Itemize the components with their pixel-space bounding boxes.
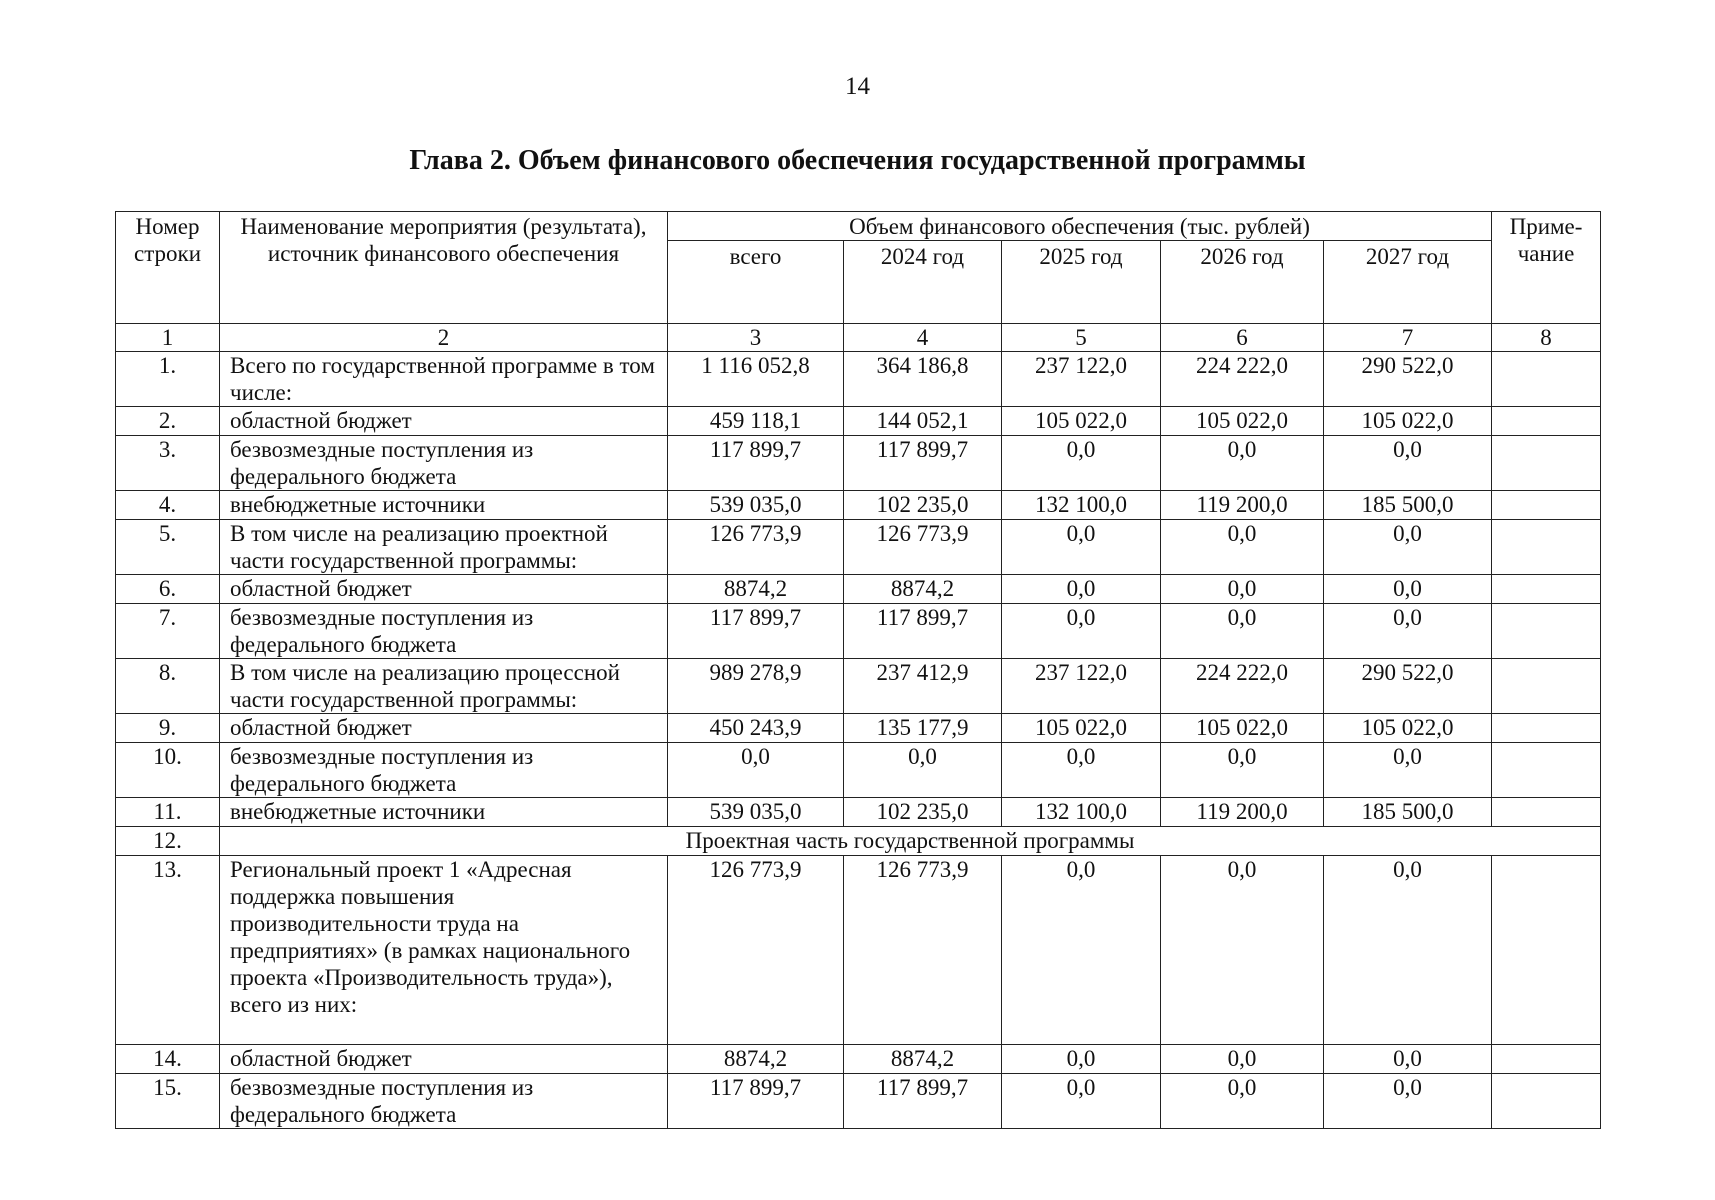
row-number: 15.	[116, 1074, 220, 1129]
row-name: безвозмездные поступления из федерального бюджета	[220, 604, 668, 659]
value-note	[1492, 352, 1601, 407]
value-2025: 0,0	[1002, 856, 1161, 1045]
value-2024: 364 186,8	[844, 352, 1002, 407]
row-number: 8.	[116, 659, 220, 714]
value-2025: 0,0	[1002, 1074, 1161, 1129]
column-numbers-row	[116, 324, 1601, 352]
value-2024: 135 177,9	[844, 714, 1002, 743]
value-2027: 0,0	[1324, 1045, 1492, 1074]
column-number: 3	[668, 324, 844, 352]
value-2025: 105 022,0	[1002, 714, 1161, 743]
row-name: Региональный проект 1 «Адресная поддержка повышения производительности труда на предприятиях» (в рамках национального проекта «Производительность труда»), всего из них:	[220, 856, 668, 1045]
header-2026: 2026 год	[1161, 241, 1324, 324]
value-2025: 0,0	[1002, 520, 1161, 575]
row-name: внебюджетные источники	[220, 798, 668, 827]
value-total: 126 773,9	[668, 520, 844, 575]
row-number: 2.	[116, 407, 220, 436]
column-number: 5	[1002, 324, 1161, 352]
value-2025: 0,0	[1002, 436, 1161, 491]
value-2025: 105 022,0	[1002, 407, 1161, 436]
value-2025: 132 100,0	[1002, 491, 1161, 520]
value-2026: 0,0	[1161, 436, 1324, 491]
table-row	[116, 352, 1601, 407]
value-2024: 237 412,9	[844, 659, 1002, 714]
table-row	[116, 1074, 1601, 1129]
column-number: 7	[1324, 324, 1492, 352]
value-note	[1492, 856, 1601, 1045]
table-row	[116, 604, 1601, 659]
value-total: 126 773,9	[668, 856, 844, 1045]
row-name: областной бюджет	[220, 714, 668, 743]
table-row	[116, 1045, 1601, 1074]
table-row	[116, 491, 1601, 520]
row-name: внебюджетные источники	[220, 491, 668, 520]
table-row	[116, 856, 1601, 1045]
value-total: 539 035,0	[668, 491, 844, 520]
value-2026: 224 222,0	[1161, 352, 1324, 407]
row-name: безвозмездные поступления из федерального бюджета	[220, 743, 668, 798]
table-row-section	[116, 827, 1601, 856]
row-number: 5.	[116, 520, 220, 575]
table-row	[116, 520, 1601, 575]
value-2024: 126 773,9	[844, 856, 1002, 1045]
value-2024: 126 773,9	[844, 520, 1002, 575]
header-2025: 2025 год	[1002, 241, 1161, 324]
value-total: 450 243,9	[668, 714, 844, 743]
row-name: областной бюджет	[220, 1045, 668, 1074]
column-number: 8	[1492, 324, 1601, 352]
column-number: 4	[844, 324, 1002, 352]
value-note	[1492, 604, 1601, 659]
value-note	[1492, 743, 1601, 798]
value-2027: 0,0	[1324, 575, 1492, 604]
value-2024: 117 899,7	[844, 436, 1002, 491]
chapter-title: Глава 2. Объем финансового обеспечения государственной программы	[409, 145, 1306, 176]
value-2025: 0,0	[1002, 604, 1161, 659]
row-number: 9.	[116, 714, 220, 743]
row-number: 6.	[116, 575, 220, 604]
header-2024: 2024 год	[844, 241, 1002, 324]
value-2027: 0,0	[1324, 520, 1492, 575]
value-2025: 0,0	[1002, 1045, 1161, 1074]
value-2026: 0,0	[1161, 575, 1324, 604]
value-total: 539 035,0	[668, 798, 844, 827]
section-title: Проектная часть государственной программы	[220, 827, 1601, 856]
table-row	[116, 743, 1601, 798]
value-total: 8874,2	[668, 1045, 844, 1074]
value-note	[1492, 659, 1601, 714]
value-2027: 290 522,0	[1324, 659, 1492, 714]
row-number: 12.	[116, 827, 220, 856]
header-volume-group: Объем финансового обеспечения (тыс. рублей)	[668, 212, 1492, 241]
value-2026: 119 200,0	[1161, 491, 1324, 520]
row-number: 4.	[116, 491, 220, 520]
value-2024: 102 235,0	[844, 798, 1002, 827]
value-note	[1492, 575, 1601, 604]
header-row-number: Номер строки	[116, 212, 220, 324]
row-number: 11.	[116, 798, 220, 827]
column-number: 2	[220, 324, 668, 352]
value-2024: 8874,2	[844, 575, 1002, 604]
value-2025: 237 122,0	[1002, 352, 1161, 407]
row-name: Всего по государственной программе в том числе:	[220, 352, 668, 407]
column-number: 1	[116, 324, 220, 352]
table-row	[116, 436, 1601, 491]
value-2027: 0,0	[1324, 743, 1492, 798]
value-2025: 0,0	[1002, 575, 1161, 604]
value-2024: 102 235,0	[844, 491, 1002, 520]
row-name: безвозмездные поступления из федерального бюджета	[220, 436, 668, 491]
value-2025: 237 122,0	[1002, 659, 1161, 714]
row-name: областной бюджет	[220, 407, 668, 436]
header-2027: 2027 год	[1324, 241, 1492, 324]
value-2024: 0,0	[844, 743, 1002, 798]
table-row	[116, 407, 1601, 436]
value-2027: 0,0	[1324, 856, 1492, 1045]
value-2026: 224 222,0	[1161, 659, 1324, 714]
value-2024: 117 899,7	[844, 1074, 1002, 1129]
value-2026: 0,0	[1161, 604, 1324, 659]
value-note	[1492, 520, 1601, 575]
table-row	[116, 575, 1601, 604]
value-total: 989 278,9	[668, 659, 844, 714]
value-2026: 0,0	[1161, 856, 1324, 1045]
table-row	[116, 659, 1601, 714]
value-2027: 290 522,0	[1324, 352, 1492, 407]
value-2027: 105 022,0	[1324, 407, 1492, 436]
value-2024: 144 052,1	[844, 407, 1002, 436]
value-2027: 0,0	[1324, 436, 1492, 491]
value-2027: 0,0	[1324, 1074, 1492, 1129]
value-2027: 0,0	[1324, 604, 1492, 659]
row-number: 14.	[116, 1045, 220, 1074]
row-number: 3.	[116, 436, 220, 491]
value-2026: 0,0	[1161, 520, 1324, 575]
value-2026: 0,0	[1161, 743, 1324, 798]
value-2024: 8874,2	[844, 1045, 1002, 1074]
table-row	[116, 714, 1601, 743]
page-number: 14	[845, 73, 870, 100]
value-note	[1492, 491, 1601, 520]
row-name: областной бюджет	[220, 575, 668, 604]
value-2027: 185 500,0	[1324, 491, 1492, 520]
value-total: 117 899,7	[668, 1074, 844, 1129]
value-total: 117 899,7	[668, 436, 844, 491]
value-note	[1492, 436, 1601, 491]
value-2026: 105 022,0	[1161, 407, 1324, 436]
value-2026: 0,0	[1161, 1074, 1324, 1129]
value-2027: 105 022,0	[1324, 714, 1492, 743]
row-number: 1.	[116, 352, 220, 407]
value-total: 117 899,7	[668, 604, 844, 659]
value-2027: 185 500,0	[1324, 798, 1492, 827]
header-name: Наименование мероприятия (результата), источник финансового обеспечения	[220, 212, 668, 324]
value-note	[1492, 407, 1601, 436]
row-number: 10.	[116, 743, 220, 798]
value-total: 459 118,1	[668, 407, 844, 436]
value-note	[1492, 714, 1601, 743]
row-name: В том числе на реализацию проектной части государственной программы:	[220, 520, 668, 575]
value-2024: 117 899,7	[844, 604, 1002, 659]
value-note	[1492, 1045, 1601, 1074]
value-2026: 119 200,0	[1161, 798, 1324, 827]
value-total: 0,0	[668, 743, 844, 798]
column-number: 6	[1161, 324, 1324, 352]
value-2026: 105 022,0	[1161, 714, 1324, 743]
header-total: всего	[668, 241, 844, 324]
row-number: 13.	[116, 856, 220, 1045]
row-name: безвозмездные поступления из федерального бюджета	[220, 1074, 668, 1129]
financing-table	[115, 211, 1601, 1129]
row-name: В том числе на реализацию процессной части государственной программы:	[220, 659, 668, 714]
value-2025: 0,0	[1002, 743, 1161, 798]
value-note	[1492, 1074, 1601, 1129]
value-total: 1 116 052,8	[668, 352, 844, 407]
value-total: 8874,2	[668, 575, 844, 604]
value-note	[1492, 798, 1601, 827]
header-note: Приме-чание	[1492, 212, 1601, 324]
value-2026: 0,0	[1161, 1045, 1324, 1074]
value-2025: 132 100,0	[1002, 798, 1161, 827]
table-row	[116, 798, 1601, 827]
row-number: 7.	[116, 604, 220, 659]
